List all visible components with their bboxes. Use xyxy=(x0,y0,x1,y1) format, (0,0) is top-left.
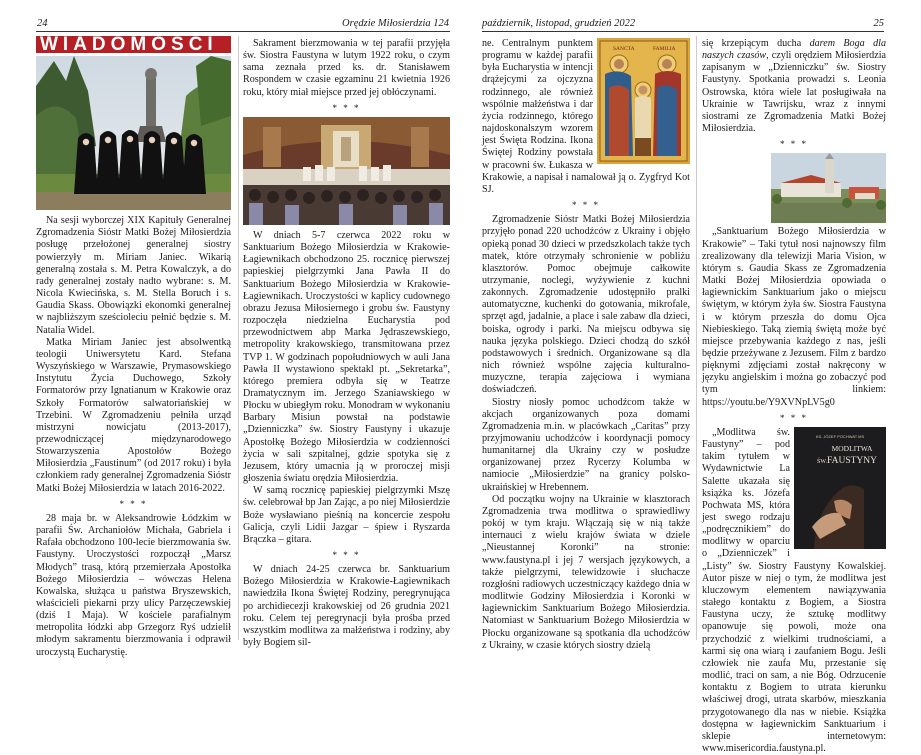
left-page-number: 24 xyxy=(37,18,48,29)
section-separator: * * * xyxy=(332,102,361,113)
right-column-2 xyxy=(702,38,886,755)
article-paragraph: ne. Centralnym punktem programu w każdej parafii była Eucharystia w intencji drążejcymi za ojczyzna rodzinnego, ale również wspólnie małżeństwa i dar życia rodzinnego, którego najdoskonalszym wzorem jest Święta Rodzina. Ikona Świętej Rodziny powstała w pracowni św. Łukasza w Krakowie, a napisał i namalował ją o. Zygfryd Kot SJ. xyxy=(482,38,690,195)
book-title-main: FAUSTYNY xyxy=(827,455,877,466)
left-running-title: Orędzie Miłosierdzia 124 xyxy=(342,18,449,29)
article-paragraph: „Modlitwa św. Faustyny” – pod takim tytułem w Wydawnictwie La Salette ukazała się książka ks. Józefa Pochwata MS, która jest swego rodzaju „podręcznikiem” do modlitwy w oparciu o „Dzienniczek” i „Listy” św. Siostry Faustyny Kowalskiej. Autor pisze w niej o tym, że modlitwa jest kluczowym elementem nawiązywania stałego kontaktu z Bogiem, a Siostra Faustyna uczy, że sztukę modlitwy opanowuje się powoli, może ona przychodzić z wielkimi trudnościami, a karmi się ona wiarą i zaufaniem Bogu. Jeśli człowiek nie zaufa Mu, przestanie się modlić, traci on sam, a nie Bóg. Odrzucenie kontaktu z Bogiem to utrata kierunku właściwej drogi, utrata skarbów, mieszkania przygotowanego dla nas w niebie. Książka dostępna w łagiewnickim Sanktuarium i sklepie internetowym: www.misericordia.faustyna.pl. xyxy=(702,426,886,754)
section-separator: * * * xyxy=(780,412,808,423)
article-paragraph: Zgromadzenie Sióstr Matki Bożej Miłosierdzia przyjęło ponad 220 uchodźców z Ukrainy i objęło opieką ponad 30 dzieci w przedszkolach także tych matek, które otrzymały schronienie w pobliżu klasztorów. Pomoc obejmuje całkowite utrzymanie, noclegi, wyżywienie z kuchni zakonnych. Zgromadzenie udostępniło pralki automatyczne, kuchenki do gotowania, mikrofale, sprzęt agd, jadalnie, a place i sale zabaw dla dzieci, boiska, ogrody i parki. Na miejscu odbywa się nauka języka polskiego. Dzieci chodzą do szkół podstawowych i średnich. Organizowane są dla nich również wspólne zajęcia kulturalno-muzyczne, terapia zajęciowa i wymiana doświadczeń. xyxy=(482,214,690,396)
article-paragraph: Siostry niosły pomoc uchodźcom także w akcjach organizowanych poza domami Zgromadzenia m.in. w placówkach „Caritas” przy przyjmowaniu uchodźców i koordynacji pomocy humanitarnej dla Ukrainy czy w posłudze organizowanej przez Rycerzy Kolumba w namiocie „Miłosierdzie” na granicy polsko-ukraińskiej w Hrebennem. xyxy=(482,396,690,493)
book-cover-image xyxy=(794,427,886,549)
article-paragraph: „Sanktuarium Bożego Miłosierdzia w Krakowie” – Taki tytuł nosi najnowszy film zrealizowany dla telewizji Maria Vision, w którym s. Gaudia Skass ze Zgromadzenia Matki Bożej Miłosierdzia opowiada o łagiewnickim Sanktuarium jako o miejscu świętym, w którym żyła św. Siostra Faustyna i w którym przeszła do domu Ojca Niebieskiego. Taką ziemią świętą może być miejsce przebywania każdego z nas, jeśli będzie przeżywane z Jezusem. Film z bardzo pięknymi zdjęciami został nakręcony w języku angielskim i można go zobaczyć pod tym linkiem: https://youtu.be/Y9XVNpLV5g0 xyxy=(702,226,886,408)
right-running-title: październik, listopad, grudzień 2022 xyxy=(482,18,636,29)
holy-family-icon-image xyxy=(597,38,690,164)
column-divider xyxy=(696,36,697,640)
article-paragraph xyxy=(702,38,886,135)
left-page xyxy=(0,0,462,658)
right-page-number: 25 xyxy=(873,18,884,29)
article-paragraph: Sakrament bierzmowania w tej parafii przyjęła św. Siostra Faustyna w lutym 1922 roku, o czym sama zeznała przed ks. dr. Stanisławem Rospondem w czasie egzaminu 21 kwietnia 1926 roku, który miał miejsce przed jej obłóczynami. xyxy=(243,38,450,98)
column-divider xyxy=(238,36,239,640)
header-rule xyxy=(482,31,884,32)
text-run: się krzepiącym ducha xyxy=(702,38,810,49)
left-column-1 xyxy=(36,36,231,659)
article-paragraph: 28 maja br. w Aleksandrowie Łódzkim w parafii Św. Archaniołów Michała, Gabriela i Rafała obchodzono 100-lecie bierzmowania św. Faustyny. Uroczystości rozpoczął „Marsz Młodych” trasą, którą przemierzała Apostołka Bożego Miłosierdzia – wówczas Helena Kowalska, służąca u państwa Bryszewskich, właścicieli piekarni przy ulicy Parzęczewskiej (dziś 1 Maja). W kościele parafialnym metropolita łódzki abp Grzegorz Ryś udzielił młodym sakramentu bierzmowania i odprawił uroczystą Eucharystię. xyxy=(36,512,231,658)
book-title-prefix: ŚW. xyxy=(817,458,827,465)
text-run: , czyli orędziem Miłosierdzia zapisanym w „Dzienniczku” św. Siostry Faustyny. Spotkania prowadzi s. Leonia Ostrowska, która wiele lat posługiwała na Ukrainie w Tawrijsku, wraz z innymi siostrami ze Zgromadzenia Matki Bożej Miłosierdzia. xyxy=(702,50,886,135)
section-separator: * * * xyxy=(572,200,600,211)
icon-label-left: SANCTA xyxy=(613,46,635,52)
section-separator: * * * xyxy=(119,498,148,509)
section-title: WIADOMOŚCI xyxy=(36,36,231,53)
right-column-1 xyxy=(482,38,690,652)
book-title-top: MODLITWA xyxy=(831,443,873,453)
book-author: KS. JÓZEF POCHWAT MS xyxy=(815,433,865,439)
sisters-group-photo xyxy=(36,56,231,210)
sanctuary-aerial-photo xyxy=(771,153,886,223)
right-page xyxy=(462,0,921,754)
left-column-2 xyxy=(243,38,450,649)
article-paragraph: Na sesji wyborczej XIX Kapituły Generalnej Zgromadzenia Sióstr Matki Bożej Miłosierdzia posługę przełożonej generalnej siostry powierzyły m. Miriam Janiec. Wikarią generalną została s. M. Petra Kowalczyk, a do rady generalnej zostały nadto wybrane: s. M. Nicola Kwiecińska, s. M. Stella Boruch i s. Gaudia Skass. Obowiązki ekonomki generalnej w najbliższym sześcioleciu pełnić będzie s. M. Natalia Widel. xyxy=(36,215,231,336)
header-rule xyxy=(36,31,450,32)
article-paragraph: Matka Miriam Janiec jest absolwentką teologii Uniwersytetu Kard. Stefana Wyszyńskiego w Warszawie, Prymasowskiego Instytutu Życia Duchowego, Szkoły Formatorów przy Ignatianum w Krakowie oraz Szkoły Formatorów salwatoriańskiej w Trzebini. W Zgromadzeniu pełniła urząd mistrzyni nowicjatu (2013-2017), przewodniczącej międzynarodowego Stowarzyszenia Apostołów Bożego Miłosierdzia „Faustinum” (od 2017 roku) i była członkiem rady generalnej Zgromadzenia Sióstr Matki Bożej Miłosierdzia w latach 2016-2022. xyxy=(36,336,231,494)
article-paragraph: W samą rocznicę papieskiej pielgrzymki Mszę św. celebrował bp Jan Zając, a po niej Miłosierdzie Boże wysławiano pieśnią na koncercie zespołu Galicja, czyli Lidii Jazgar – śpiew i Ryszarda Brączka – gitara. xyxy=(243,485,450,545)
emphasized-text: darem Boga dla naszych czasów xyxy=(702,38,886,62)
section-separator: * * * xyxy=(332,550,361,560)
article-paragraph: W dniach 5-7 czerwca 2022 roku w Sanktuarium Bożego Miłosierdzia w Krakowie-Łagiewnikach obchodzono 25. rocznicę pierwszej papieskiej pielgrzymki Jana Pawła II do Sanktuarium Bożego Miłosierdzia w Krakowie-Łagiewnikach. Uroczystości w kaplicy cudownego obrazu Jezusa Miłosiernego i grobu św. Faustyny rozpoczęła niedzielna Eucharystia pod przewodnictwem abp Marka Jędraszewskiego, metropolity krakowskiego, transmitowana przez TVP 1. W godzinach popołudniowych w auli Jana Pawła II wystawiono spektakl pt. „Sekretarka”, którego premiera odbyła się w Teatrze Dramatycznym im. Jerzego Szaniawskiego w Płocku w ubiegłym roku. Monodram w wykonaniu Barbary Misiun powstał na podstawie „Dzienniczka” św. Siostry Faustyny i ukazuje Apostołkę Bożego Miłosierdzia w codzienności życia w sali szpitalnej, gdzie spotyka się z Jezusem, który umacnia ją w proroczej misji głoszenia światu orędzia Miłosierdzia. xyxy=(243,229,450,485)
icon-label-right: FAMILIA xyxy=(653,46,676,52)
article-paragraph: Od początku wojny na Ukrainie w klasztorach Zgromadzenia trwa modlitwa o sprawiedliwy pokój w tym kraju. Włączają się w nią także internauci z wielu krajów świata w dziele „Nieustannej Koronki” na stronie: www.faustyna.pl i jej 7 wersjach językowych, a także pielgrzymi, telewidzowie i słuchacze rozgłośni radiowych uczestniczący każdego dnia w modlitwie Godziny Miłosierdzia i Koronki w łagiewnickim Sanktuarium Bożego Miłosierdzia. Natomiast w Sanktuarium Bożego Miłosierdzia w Płocku organizowane są spotkania dla uchodźców z Ukrainy, w czasie których siostry dzielą xyxy=(482,493,690,651)
section-separator: * * * xyxy=(780,139,808,150)
article-paragraph: W dniach 24-25 czerwca br. Sanktuarium Bożego Miłosierdzia w Krakowie-Łagiewnikach nawiedziła Ikona Świętej Rodziny, peregrynująca po archidiecezji krakowskiej od 26 grudnia 2021 roku. Celem tej peregrynacji była prośba przed wszystkim modlitwa za małżeństwa i rodziny, aby były Bogiem sil- xyxy=(243,564,450,649)
sanctuary-event-photo xyxy=(243,117,450,225)
